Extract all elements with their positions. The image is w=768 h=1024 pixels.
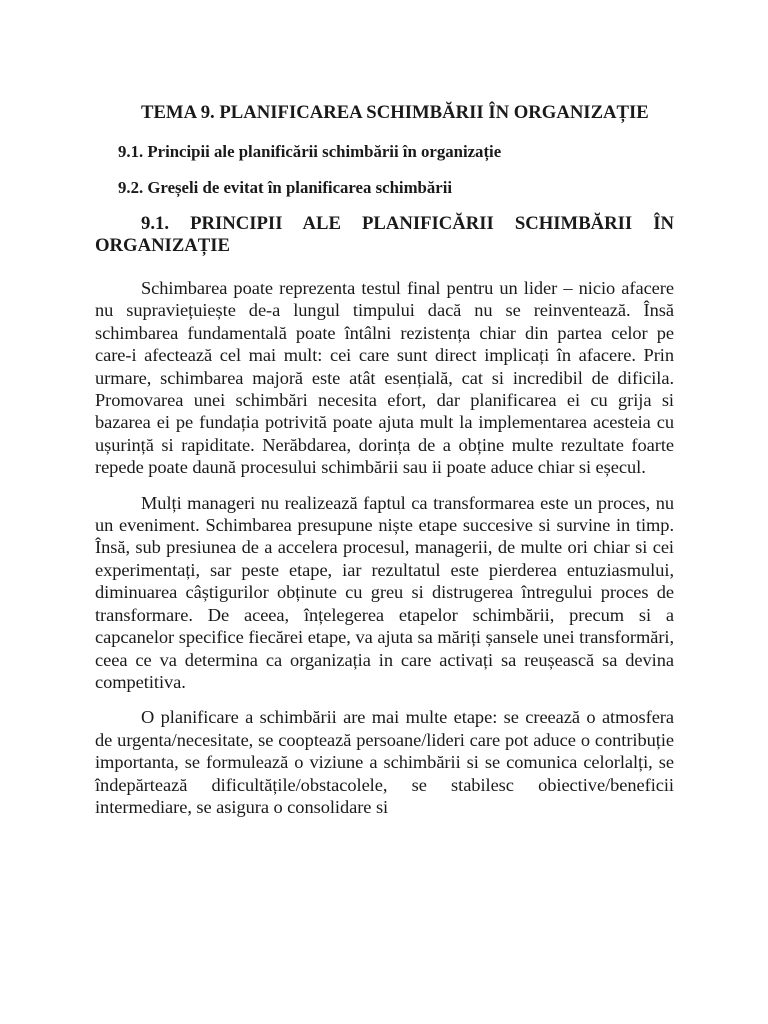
body-paragraph-2: Mulți manageri nu realizează faptul ca transformarea este un proces, nu un eveniment. Schimbarea presupune niște etape succesive si survine in timp. Însă, sub presiunea de a accelera procesul, managerii, de multe ori chiar si cei experimentați, sar peste etape, iar rezultatul este pierderea entuziasmului, diminuarea câștigurilor obținute cu greu si distrugerea întregului proces de transformare. De aceea, înțelegerea etapelor schimbării, precum si a capcanelor specifice fiecărei etape, va ajuta sa măriți șansele unei transformări, ceea ce va determina ca organizația in care activați sa reușească sa devina competitiva. [95,492,674,692]
subtitle-section-2: 9.2. Greșeli de evitat în planificarea schimbării [118,178,453,197]
section-heading: 9.1. PRINCIPII ALE PLANIFICĂRII SCHIMBĂRII ÎN ORGANIZAȚIE [95,213,674,256]
body-paragraph-3: O planificare a schimbării are mai multe etape: se creează o atmosfera de urgenta/necesitate, se cooptează persoane/lideri care pot aduce o contribuție importanta, se formulează o viziune a schimbării si se comunica celorlalți, se îndepărtează dificultățile/obstacolele, se stabilesc obiective/beneficii intermediare, se asigura o consolidare si [95,707,674,817]
subtitle-section-1: 9.1. Principii ale planificării schimbării în organizație [118,142,502,161]
document-title: TEMA 9. PLANIFICAREA SCHIMBĂRII ÎN ORGANIZAȚIE [141,102,649,123]
document-body [95,102,674,818]
body-paragraph-1: Schimbarea poate reprezenta testul final pentru un lider – nicio afacere nu supraviețuiește de-a lungul timpului dacă nu se reinventează. Însă schimbarea fundamentală poate întâlni rezistența chiar din partea celor pe care-i afectează cel mai mult: cei care sunt direct implicați în afacere. Prin urmare, schimbarea majoră este atât esențială, cat si incredibil de dificila. Promovarea unei schimbări necesita efort, dar planificarea ei cu grija si bazarea ei pe fundația potrivită poate ajuta mult la implementarea acesteia cu ușurință si rapiditate. Nerăbdarea, dorința de a obține multe rezultate foarte repede poate daună procesului schimbării sau ii poate aduce chiar si eșecul. [95,278,674,478]
